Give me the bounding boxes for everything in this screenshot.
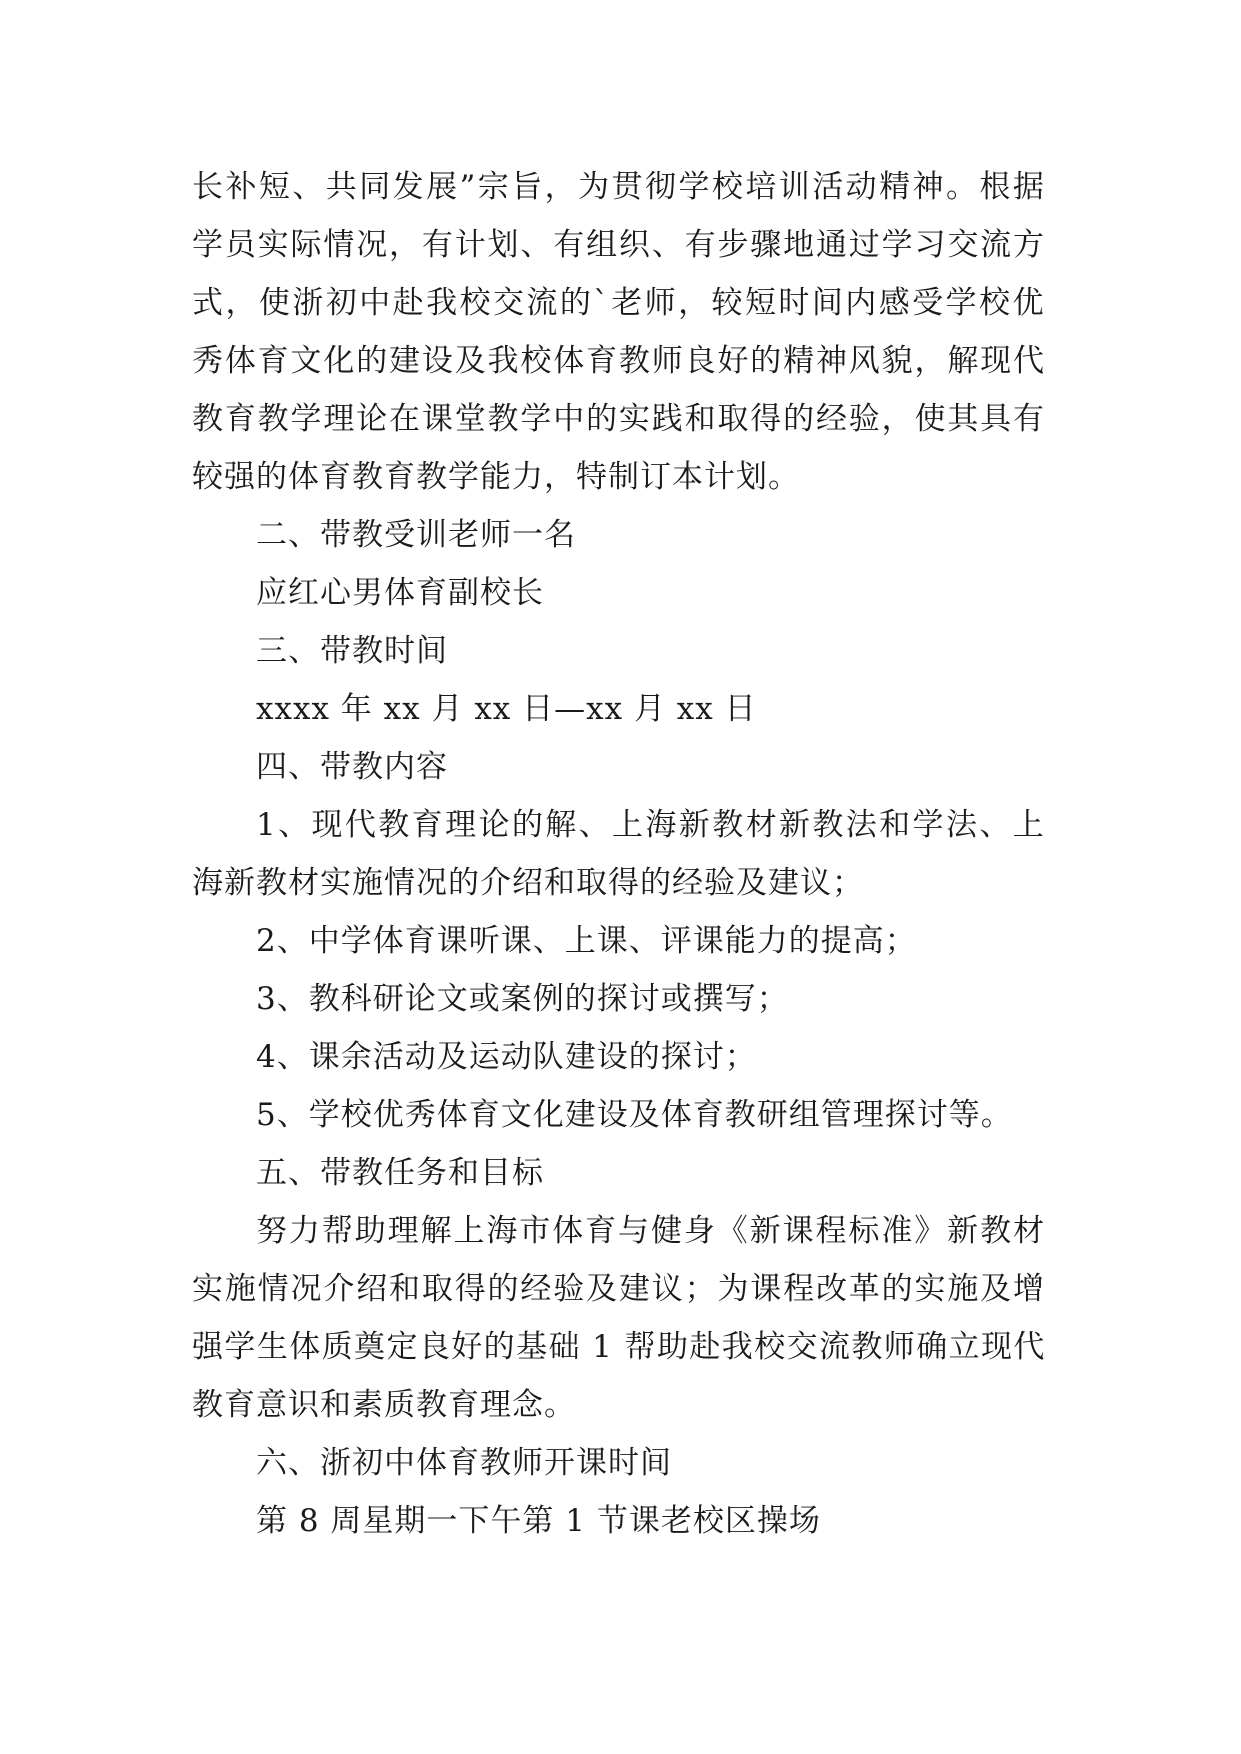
list-item-line: 3、教科研论文或案例的探讨或撰写；	[256, 981, 789, 1017]
list-item-line: 4、课余活动及运动队建设的探讨；	[256, 1039, 757, 1075]
list-item-line: 1、现代教育理论的解、上海新教材新教法和学法、上	[256, 807, 1047, 843]
paragraph-line: 应红心男体育副校长	[256, 575, 544, 611]
section-heading: 五、带教任务和目标	[256, 1155, 544, 1191]
paragraph-line: 第 8 周星期一下午第 1 节课老校区操场	[256, 1503, 821, 1539]
paragraph-line: 较强的体育教育教学能力，特制订本计划。	[192, 459, 800, 495]
list-item-line: 5、学校优秀体育文化建设及体育教研组管理探讨等。	[256, 1097, 1013, 1133]
paragraph-line: 式，使浙初中赴我校交流的`老师，较短时间内感受学校优	[192, 285, 1046, 321]
list-item-line: 2、中学体育课听课、上课、评课能力的提高；	[256, 923, 917, 959]
paragraph-line: 努力帮助理解上海市体育与健身《新课程标准》新教材	[256, 1213, 1046, 1249]
section-heading: 六、浙初中体育教师开课时间	[256, 1445, 672, 1481]
paragraph-line: 强学生体质奠定良好的基础 1 帮助赴我校交流教师确立现代	[192, 1329, 1046, 1365]
list-item-line: 海新教材实施情况的介绍和取得的经验及建议；	[192, 865, 864, 901]
paragraph-line: xxxx 年 xx 月 xx 日—xx 月 xx 日	[256, 691, 757, 727]
paragraph-line: 教育教学理论在课堂教学中的实践和取得的经验，使其具有	[192, 401, 1046, 437]
section-heading: 二、带教受训老师一名	[256, 517, 576, 553]
paragraph-line: 长补短、共同发展”宗旨，为贯彻学校培训活动精神。根据	[192, 169, 1047, 205]
paragraph-line: 实施情况介绍和取得的经验及建议；为课程改革的实施及增	[192, 1271, 1046, 1307]
section-heading: 四、带教内容	[256, 749, 448, 785]
paragraph-line: 秀体育文化的建设及我校体育教师良好的精神风貌，解现代	[192, 343, 1046, 379]
paragraph-line: 教育意识和素质教育理念。	[192, 1387, 576, 1423]
paragraph-line: 学员实际情况，有计划、有组织、有步骤地通过学习交流方	[192, 227, 1046, 263]
section-heading: 三、带教时间	[256, 633, 448, 669]
